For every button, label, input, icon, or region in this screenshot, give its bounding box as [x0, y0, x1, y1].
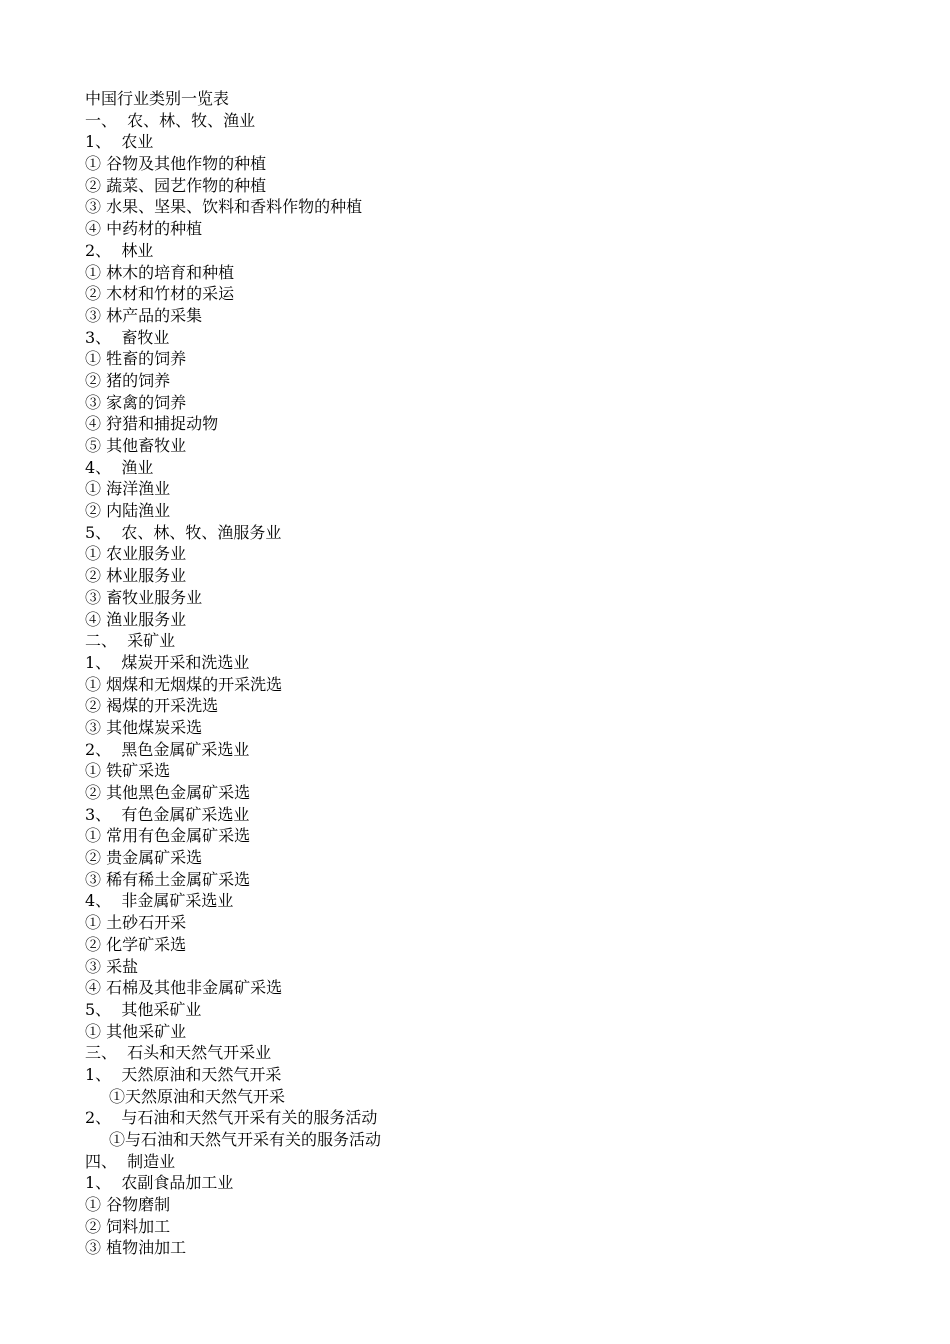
list-item: ② 其他黑色金属矿采选 — [85, 783, 251, 802]
list-item: ①与石油和天然气开采有关的服务活动 — [109, 1130, 382, 1149]
list-item: ⑤ 其他畜牧业 — [85, 436, 187, 455]
list-item: ① 牲畜的饲养 — [85, 349, 187, 369]
list-item: ① 烟煤和无烟煤的开采洗选 — [85, 674, 283, 694]
list-item: ① 常用有色金属矿采选 — [85, 826, 251, 846]
subsection-heading: 5、 农、林、牧、渔服务业 — [85, 522, 282, 542]
list-item: ③ 采盐 — [85, 956, 139, 976]
list-item: ① 铁矿采选 — [85, 761, 171, 781]
section-heading: 三、 石头和天然气开采业 — [85, 1043, 272, 1063]
subsection-heading: 2、 黑色金属矿采选业 — [85, 739, 250, 759]
list-item: ② 蔬菜、园艺作物的种植 — [85, 175, 267, 195]
list-item: ①天然原油和天然气开采 — [109, 1086, 286, 1106]
list-item: ② 猪的饲养 — [85, 370, 171, 390]
subsection-heading: 2、 林业 — [85, 240, 154, 260]
list-item: ③ 家禽的饲养 — [85, 392, 187, 412]
list-item: ① 谷物磨制 — [85, 1195, 171, 1215]
list-item: ④ 中药材的种植 — [85, 219, 203, 239]
list-item: ③ 畜牧业服务业 — [85, 587, 203, 607]
subsection-heading: 4、 非金属矿采选业 — [85, 891, 234, 911]
list-item: ③ 林产品的采集 — [85, 305, 203, 325]
document-page — [85, 88, 905, 1259]
subsection-heading: 1、 农业 — [85, 132, 154, 152]
list-item: ① 土砂石开采 — [85, 913, 187, 933]
subsection-heading: 3、 有色金属矿采选业 — [85, 804, 250, 824]
subsection-heading: 1、 农副食品加工业 — [85, 1173, 234, 1193]
list-item: ② 褐煤的开采洗选 — [85, 696, 219, 716]
list-item: ① 海洋渔业 — [85, 479, 171, 499]
list-item: ③ 水果、坚果、饮料和香料作物的种植 — [85, 197, 363, 217]
list-item: ① 谷物及其他作物的种植 — [85, 154, 267, 174]
subsection-heading: 3、 畜牧业 — [85, 327, 170, 347]
section-heading: 四、 制造业 — [85, 1151, 176, 1171]
section-heading: 二、 采矿业 — [85, 631, 176, 651]
list-item: ① 其他采矿业 — [85, 1021, 187, 1041]
document-title: 中国行业类别一览表 — [85, 89, 230, 108]
list-item: ③ 植物油加工 — [85, 1238, 187, 1258]
list-item: ② 化学矿采选 — [85, 934, 187, 954]
subsection-heading: 5、 其他采矿业 — [85, 999, 202, 1019]
list-item: ② 饲料加工 — [85, 1216, 171, 1236]
subsection-heading: 1、 天然原油和天然气开采 — [85, 1064, 282, 1084]
list-item: ① 农业服务业 — [85, 544, 187, 564]
subsection-heading: 1、 煤炭开采和洗选业 — [85, 652, 250, 672]
subsection-heading: 2、 与石油和天然气开采有关的服务活动 — [85, 1108, 378, 1128]
list-item: ③ 稀有稀土金属矿采选 — [85, 869, 251, 889]
list-item: ② 林业服务业 — [85, 566, 187, 586]
list-item: ④ 狩猎和捕捉动物 — [85, 414, 219, 434]
list-item: ② 贵金属矿采选 — [85, 848, 203, 868]
list-item: ④ 渔业服务业 — [85, 609, 187, 629]
list-item: ④ 石棉及其他非金属矿采选 — [85, 978, 283, 998]
list-item: ③ 其他煤炭采选 — [85, 717, 203, 737]
list-item: ① 林木的培育和种植 — [85, 262, 235, 282]
list-item: ② 内陆渔业 — [85, 501, 171, 521]
section-heading: 一、 农、林、牧、渔业 — [85, 110, 256, 130]
subsection-heading: 4、 渔业 — [85, 457, 154, 477]
list-item: ② 木材和竹材的采运 — [85, 284, 235, 304]
